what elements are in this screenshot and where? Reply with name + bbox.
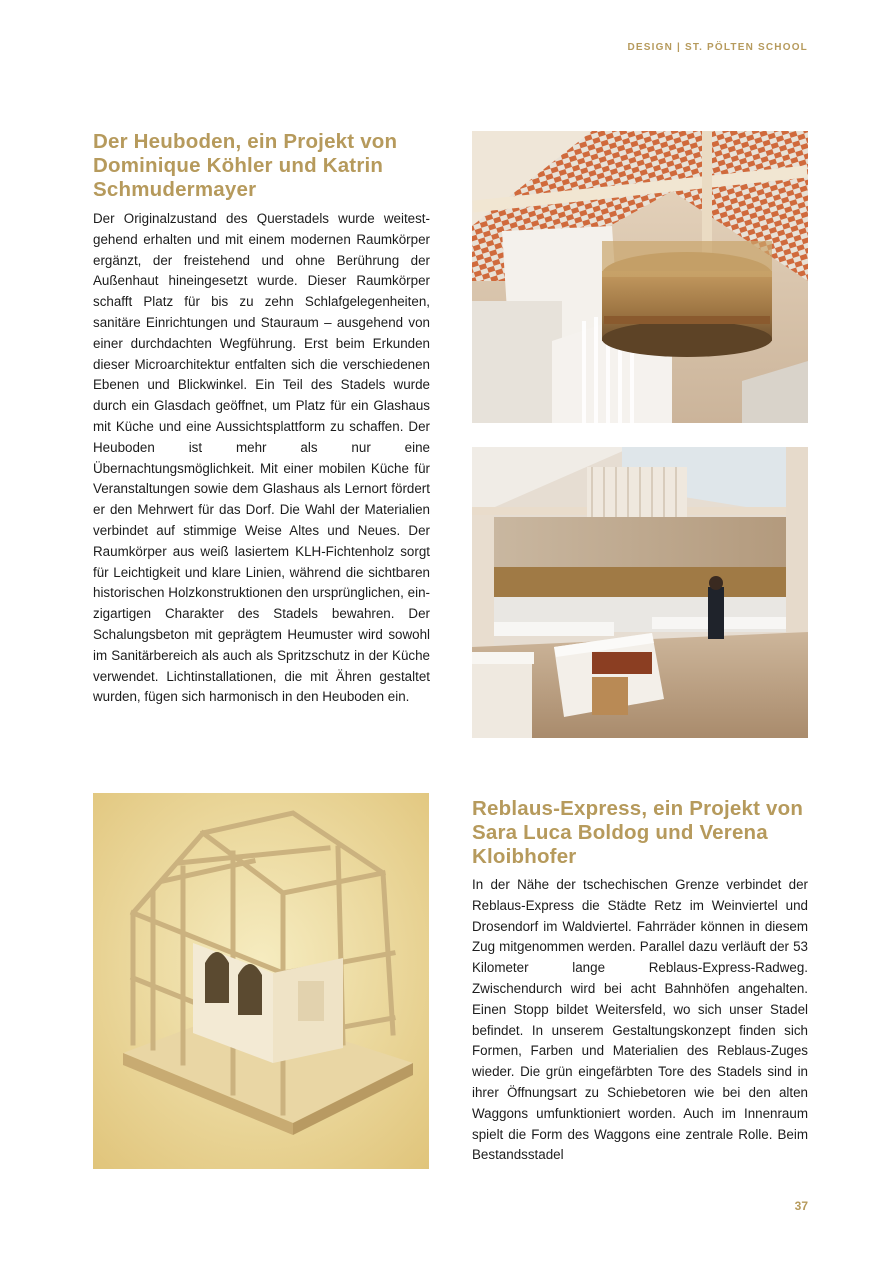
- article-heading-heuboden: Der Heuboden, ein Projekt von Dominique Köhler und Katrin Schmudermayer: [93, 130, 398, 201]
- kitchen-interior-render-photo: [472, 447, 808, 738]
- article-heading-reblaus-express: Reblaus-Express, ein Projekt von Sara Luca Boldog und Verena Kloibhofer: [472, 797, 804, 868]
- page-number: 37: [794, 1199, 808, 1213]
- hanging-wheat-lamp-interior-photo: [472, 131, 808, 423]
- article-body-reblaus-express: In der Nähe der tschechischen Grenze verbindet der Reblaus-Express die Städte Retz im Weinviertel und Drosendorf im Waldviertel. Fahrräder können in diesem Zug mitgenommen werden. Parallel dazu verläuft der 53 Kilometer lange Reblaus-Express-Radweg. Zwischendurch wird bei acht Bahnhöfen angehalten. Einen Stopp bildet Weitersfeld, wo sich unser Stadel befindet. In unserem Gestaltungskonzept finden sich Formen, Farben und Materialien des Reblaus-Zuges wieder. Die grün eingefärbten Tore des Stadels sind in ihrer Öffnungsart zu Schiebetoren wie bei den alten Waggons umfunktioniert worden. Auch im Innenraum spielt die Form des Waggons eine zentrale Rolle. Beim Bestandsstadel: [472, 877, 808, 1163]
- running-head: DESIGN | ST. PÖLTEN SCHOOL: [627, 42, 808, 53]
- article-body-heuboden: Der Originalzustand des Querstadels wurde weitestgehend erhalten und mit einem modernen Raumkörper ergänzt, der freistehend und ohne Berührung der Außenhaut hineingesetzt wurde. Dieser Raumkörper schafft Platz für bis zu zehn Schlafgelegenheiten, sanitäre Einrichtungen und Stauraum – ausgehend von einer durchdachten Wegführung. Erst beim Erkunden dieser Microarchitektur entfalten sich die verschiedenen Ebenen und Blickwinkel. Ein Teil des Stadels wurde durch ein Glasdach geöffnet, um Platz für ein Glashaus mit Küche und eine Aussichtsplattform zu schaffen. Der Heuboden ist mehr als nur eine Übernachtungsmöglichkeit. Mit einer mobilen Küche für Veranstaltungen sowie dem Glashaus als Lernort fördert er den Mehrwert für das Dorf. Die Wahl der Materialien verbindet auf stimmige Weise Altes und Neues. Der Raumkörper aus weiß lasiertem KLH-Fichtenholz sorgt für Leichtigkeit und klare Linien, während die sichtbaren historischen Holzkonstruktionen den ursprünglichen, einzigartigen Charakter des Stadels bewahren. Der Schalungsbeton mit geprägtem Heumuster wird sowohl im Sanitärbereich als auch als Spritzschutz in der Küche verwendet. Lichtinstallationen, die mit Ähren gestaltet wurden, fügen sich harmonisch in den Heuboden ein.: [93, 211, 430, 705]
- timber-barn-model-photo: [93, 793, 429, 1169]
